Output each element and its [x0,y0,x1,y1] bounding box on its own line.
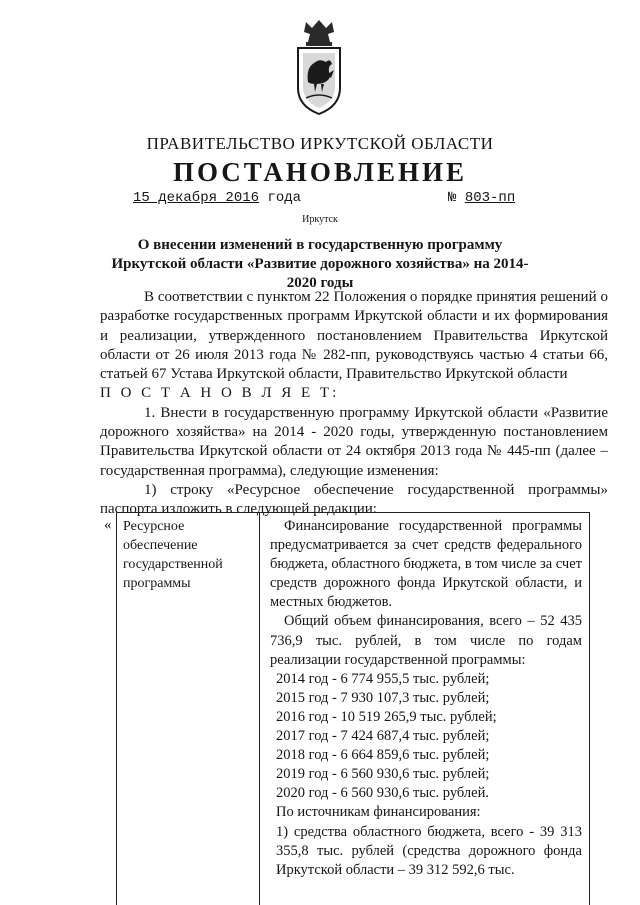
year-line-2017: 2017 год - 7 424 687,4 тыс. рублей; [276,728,490,745]
year-line-2015: 2015 год - 7 930 107,3 тыс. рублей; [276,689,490,706]
decree-date-suffix: года [267,190,302,206]
city-name: Иркутск [302,214,338,225]
decree-subject: О внесении изменений в государственную программу Иркутской области «Развитие дорожного хозяйства» на 2014-2020 годы [111,237,529,291]
decree-number [448,190,563,206]
resolves-heading: П О С Т А Н О В Л Я Е Т: [100,385,340,402]
sources-header: По источникам финансирования: [276,804,481,821]
government-name: ПРАВИТЕЛЬСТВО ИРКУТСКОЙ ОБЛАСТИ [146,134,494,153]
financing-total: Общий объем финансирования, всего – 52 435 736,9 тыс. рублей, в том числе по годам реализации государственной программы: [270,613,582,668]
decree-number-value: 803-пп [464,190,516,206]
coat-of-arms-emblem [294,18,344,118]
table-column-divider [259,513,260,905]
decree-number-prefix: № [448,190,457,206]
preamble-paragraph: В соответствии с пунктом 22 Положения о порядке принятия решений о разработке государственных программ Иркутской области и их формирования и реализации, утвержденного постановлением Правительства Иркутской области от 26 июля 2013 года № 282-пп, руководствуясь частью 4 статьи 66, статьей 67 Устава Иркутской области, Правительство Иркутской области [100,289,608,383]
item-1-paragraph: 1. Внести в государственную программу Иркутской области «Развитие дорожного хозяйства» на 2014 - 2020 годы, утвержденную постановлением Правительства Иркутской области от 24 октября 2013 года № 445-пп (далее – государственная программа), следующие изменения: [100,404,608,479]
source-1-paragraph: 1) средства областного бюджета, всего - 39 313 355,8 тыс. рублей (средства дорожного фонда Иркутской области – 39 312 592,6 тыс. [276,823,582,878]
item-1-1-paragraph: 1) строку «Ресурсное обеспечение государственной программы» паспорта изложить в следующей редакции: [100,481,608,518]
decree-date [133,190,301,206]
year-line-2018: 2018 год - 6 664 859,6 тыс. рублей; [276,747,490,764]
decree-date-value: 15 декабря 2016 [133,190,260,206]
table-left-cell: Ресурсное обеспечение государственной программы [123,519,223,591]
open-quote-mark: « [104,517,112,533]
resources-table [116,512,590,905]
year-line-2020: 2020 год - 6 560 930,6 тыс. рублей. [276,785,489,802]
decree-title: ПОСТАНОВЛЕНИЕ [172,157,468,187]
table-right-cell [270,517,582,880]
year-line-2016: 2016 год - 10 519 265,9 тыс. рублей; [276,708,497,725]
financing-intro: Финансирование государственной программы предусматривается за счет средств федерального бюджета, областного бюджета, в том числе за счет средств дорожного фонда Иркутской области, и местных бюджетов. [270,518,582,611]
year-line-2019: 2019 год - 6 560 930,6 тыс. рублей; [276,766,490,783]
decree-body [100,288,608,520]
year-line-2014: 2014 год - 6 774 955,5 тыс. рублей; [276,670,490,687]
